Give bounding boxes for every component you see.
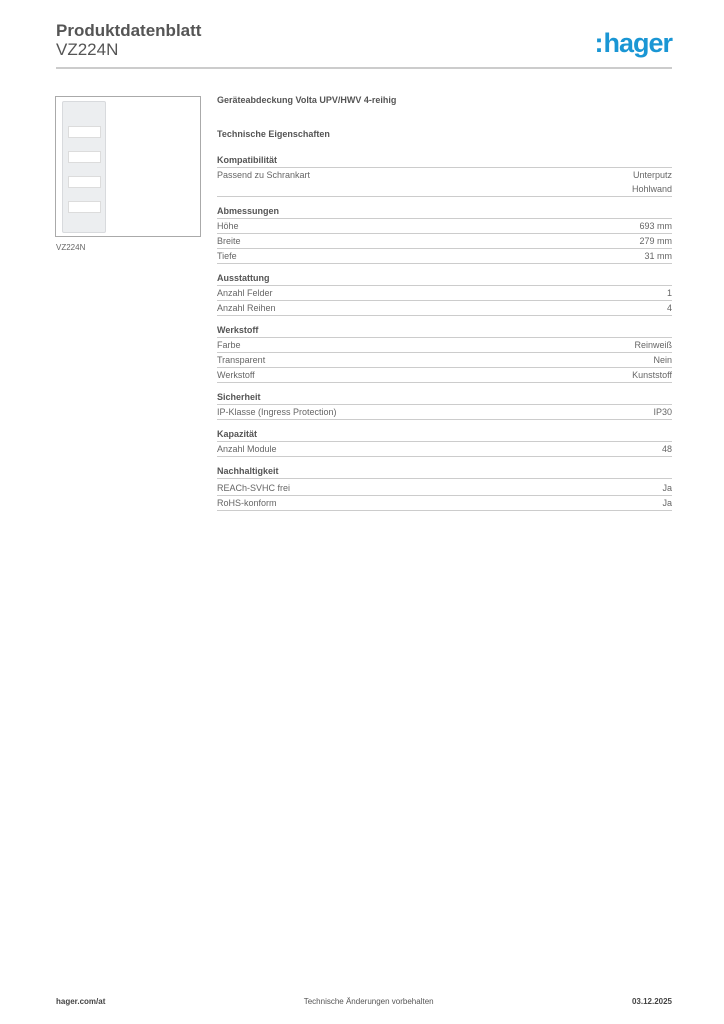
spec-label: IP-Klasse (Ingress Protection) [217,407,337,417]
spec-value: IP30 [653,407,672,417]
spec-value: 693 mm [639,221,672,231]
spec-value: 279 mm [639,236,672,246]
spec-row [217,481,672,496]
spec-row [217,286,672,301]
spec-label: Werkstoff [217,370,255,380]
spec-section [217,389,672,420]
spec-section [217,322,672,383]
section-title: Abmessungen [217,203,672,219]
spec-section [217,463,672,511]
spec-row [217,405,672,420]
spec-section [217,426,672,457]
section-title: Kompatibilität [217,152,672,168]
spec-label: Transparent [217,355,266,365]
spec-label: Passend zu Schrankart [217,170,311,180]
spec-value: Reinweiß [634,340,672,350]
hager-logo: :hager [594,28,672,58]
spec-row [217,353,672,368]
spec-section [217,270,672,316]
spec-row [217,496,672,511]
spec-label: Breite [217,236,241,246]
footer-date: 03.12.2025 [631,997,672,1006]
footer-note: Technische Änderungen vorbehalten [303,997,434,1006]
spec-label: Farbe [217,340,241,350]
spec-value: Unterputz Hohlwand [631,170,672,194]
spec-value: 31 mm [644,251,672,261]
header-divider [56,67,672,69]
spec-section [217,152,672,197]
spec-row [217,234,672,249]
page-title: Produktdatenblatt [56,21,202,40]
article-number: VZ224N [56,40,119,59]
spec-row [217,219,672,234]
section-title: Werkstoff [217,322,672,338]
spec-label: Anzahl Module [217,444,277,454]
spec-row [217,301,672,316]
spec-row [217,249,672,264]
spec-value: Nein [653,355,672,365]
section-title: Sicherheit [217,389,672,405]
product-image [55,96,201,237]
spec-value: Kunststoff [632,370,672,380]
spec-value: 1 [666,288,672,298]
spec-section [217,203,672,264]
product-name: Geräteabdeckung Volta UPV/HWV 4-reihig [217,95,397,105]
spec-label: RoHS-konform [217,498,277,508]
spec-row [217,338,672,353]
spec-value: Ja [662,498,672,508]
logo-text: hager [603,28,672,58]
spec-label: Anzahl Reihen [217,303,276,313]
spec-label: Tiefe [217,251,237,261]
section-title: Nachhaltigkeit [217,463,672,479]
tech-heading: Technische Eigenschaften [217,129,330,139]
spec-label: REACh-SVHC frei [217,483,291,493]
spec-sections [217,152,672,511]
footer-website[interactable]: hager.com/at [56,997,106,1006]
cover-panel-graphic [62,101,106,233]
spec-label: Höhe [217,221,239,231]
spec-row [217,368,672,383]
spec-value: 4 [666,303,672,313]
spec-row [217,168,672,197]
section-title: Kapazität [217,426,672,442]
spec-row [217,442,672,457]
spec-content [217,95,672,511]
spec-value: Ja [662,483,672,493]
spec-value: 48 [661,444,672,454]
spec-label: Anzahl Felder [217,288,273,298]
image-caption: VZ224N [56,243,86,252]
section-title: Ausstattung [217,270,672,286]
footer [56,997,672,1006]
